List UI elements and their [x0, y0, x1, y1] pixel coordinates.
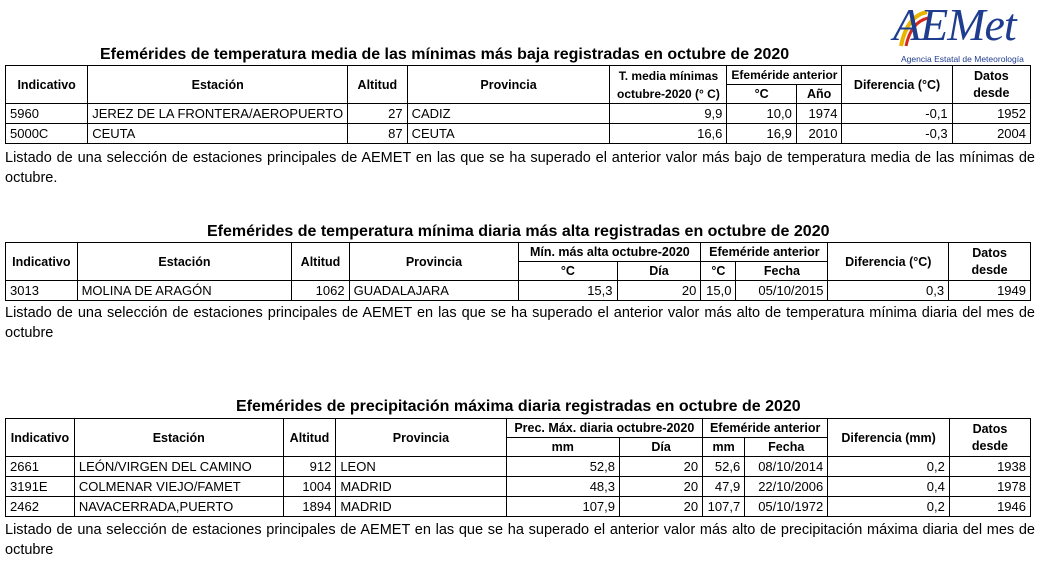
cell-efemeride-fecha: 08/10/2014	[745, 457, 828, 477]
header-efemeride-fecha: Fecha	[745, 438, 828, 457]
cell-indicativo: 3191E	[6, 477, 75, 497]
section-title-1: Efemérides de temperatura media de las mínimas más baja registradas en octubre de 2020	[100, 46, 790, 63]
cell-efemeride-valor: 16,9	[727, 124, 796, 144]
header-datos-desde: Datos desde	[952, 66, 1030, 104]
cell-altitud: 27	[348, 104, 407, 124]
table-temp-minima-alta	[5, 242, 1031, 301]
cell-provincia: LEON	[336, 457, 506, 477]
header-efemeride-c: °C	[701, 262, 736, 281]
cell-efemeride-valor: 15,0	[701, 281, 736, 301]
table-temp-media-minimas	[5, 65, 1031, 144]
cell-valor: 48,3	[506, 477, 619, 497]
cell-datos-desde: 1978	[949, 477, 1030, 497]
logo-word: AEMet	[893, 0, 1016, 50]
cell-indicativo: 5960	[6, 104, 88, 124]
cell-valor: 107,9	[506, 497, 619, 517]
section-title-2: Efemérides de temperatura mínima diaria más alta registradas en octubre de 2020	[207, 223, 830, 240]
cell-altitud: 912	[283, 457, 336, 477]
cell-efemeride-ano: 1974	[796, 104, 842, 124]
cell-datos-desde: 1946	[949, 497, 1030, 517]
cell-efemeride-valor: 47,9	[703, 477, 745, 497]
cell-datos-desde: 1949	[949, 281, 1031, 301]
cell-indicativo: 2462	[6, 497, 75, 517]
cell-dia: 20	[620, 457, 703, 477]
cell-valor: 52,8	[506, 457, 619, 477]
cell-valor: 16,6	[610, 124, 727, 144]
cell-dia: 20	[620, 497, 703, 517]
header-altitud: Altitud	[283, 419, 336, 457]
cell-datos-desde: 2004	[952, 124, 1030, 144]
cell-datos-desde: 1938	[949, 457, 1030, 477]
aemet-logo	[893, 2, 1039, 66]
cell-diferencia: -0,1	[842, 104, 952, 124]
cell-valor: 15,3	[519, 281, 617, 301]
header-provincia: Provincia	[336, 419, 506, 457]
cell-indicativo: 2661	[6, 457, 75, 477]
cell-indicativo: 3013	[6, 281, 78, 301]
header-min-alta-dia: Día	[617, 262, 701, 281]
header-provincia: Provincia	[349, 243, 519, 281]
logo-subtitle: Agencia Estatal de Meteorología	[901, 54, 1024, 64]
header-altitud: Altitud	[348, 66, 407, 104]
table-row	[6, 477, 1031, 497]
cell-indicativo: 5000C	[6, 124, 88, 144]
cell-provincia: GUADALAJARA	[349, 281, 519, 301]
cell-estacion: COLMENAR VIEJO/FAMET	[74, 477, 283, 497]
cell-provincia: CADIZ	[407, 104, 610, 124]
header-provincia: Provincia	[407, 66, 610, 104]
cell-altitud: 1004	[283, 477, 336, 497]
table-row	[6, 457, 1031, 477]
header-efemeride: Efeméride anterior	[701, 243, 828, 262]
header-altitud: Altitud	[292, 243, 349, 281]
cell-diferencia: -0,3	[842, 124, 952, 144]
header-efemeride-ano: Año	[796, 85, 842, 104]
cell-diferencia: 0,3	[828, 281, 949, 301]
header-efemeride-mm: mm	[703, 438, 745, 457]
cell-provincia: MADRID	[336, 497, 506, 517]
header-efemeride-fecha: Fecha	[736, 262, 828, 281]
table-precipitacion-maxima	[5, 418, 1031, 517]
cell-provincia: CEUTA	[407, 124, 610, 144]
cell-estacion: LEÓN/VIRGEN DEL CAMINO	[74, 457, 283, 477]
cell-efemeride-valor: 107,7	[703, 497, 745, 517]
cell-provincia: MADRID	[336, 477, 506, 497]
cell-altitud: 1894	[283, 497, 336, 517]
header-min-alta: Mín. más alta octubre-2020	[519, 243, 701, 262]
note-2: Listado de una selección de estaciones principales de AEMET en las que se ha superado el anterior valor más alto de temperatura mínima diaria del mes de octubre	[5, 305, 1035, 341]
header-indicativo: Indicativo	[6, 419, 75, 457]
header-diferencia: Diferencia (°C)	[842, 66, 952, 104]
cell-altitud: 87	[348, 124, 407, 144]
header-prec-mm: mm	[506, 438, 619, 457]
table-row	[6, 124, 1031, 144]
cell-diferencia: 0,4	[828, 477, 950, 497]
header-prec-max: Prec. Máx. diaria octubre-2020	[506, 419, 703, 438]
note-1: Listado de una selección de estaciones principales de AEMET en las que se ha superado el anterior valor más bajo de temperatura media de las mínimas de octubre.	[5, 150, 1035, 186]
cell-dia: 20	[620, 477, 703, 497]
table-row	[6, 281, 1031, 301]
cell-efemeride-ano: 2010	[796, 124, 842, 144]
header-efemeride-c: °C	[727, 85, 796, 104]
table-row	[6, 104, 1031, 124]
cell-efemeride-fecha: 22/10/2006	[745, 477, 828, 497]
header-diferencia: Diferencia (°C)	[828, 243, 949, 281]
cell-datos-desde: 1952	[952, 104, 1030, 124]
header-efemeride: Efeméride anterior	[703, 419, 828, 438]
header-efemeride: Efeméride anterior	[727, 66, 842, 85]
cell-altitud: 1062	[292, 281, 349, 301]
table-row	[6, 497, 1031, 517]
cell-estacion: CEUTA	[88, 124, 348, 144]
cell-efemeride-fecha: 05/10/2015	[736, 281, 828, 301]
header-t-media: T. media mínimas octubre-2020 (° C)	[610, 66, 727, 104]
header-prec-dia: Día	[620, 438, 703, 457]
cell-efemeride-valor: 10,0	[727, 104, 796, 124]
cell-efemeride-fecha: 05/10/1972	[745, 497, 828, 517]
header-datos-desde: Datos desde	[949, 243, 1031, 281]
header-estacion: Estación	[77, 243, 292, 281]
cell-estacion: JEREZ DE LA FRONTERA/AEROPUERTO	[88, 104, 348, 124]
section-title-3: Efemérides de precipitación máxima diaria registradas en octubre de 2020	[236, 398, 801, 415]
header-diferencia: Diferencia (mm)	[828, 419, 950, 457]
header-indicativo: Indicativo	[6, 243, 78, 281]
cell-diferencia: 0,2	[828, 497, 950, 517]
header-min-alta-c: °C	[519, 262, 617, 281]
header-indicativo: Indicativo	[6, 66, 88, 104]
cell-dia: 20	[617, 281, 701, 301]
header-datos-desde: Datos desde	[949, 419, 1030, 457]
cell-efemeride-valor: 52,6	[703, 457, 745, 477]
cell-valor: 9,9	[610, 104, 727, 124]
header-estacion: Estación	[74, 419, 283, 457]
cell-estacion: NAVACERRADA,PUERTO	[74, 497, 283, 517]
cell-diferencia: 0,2	[828, 457, 950, 477]
note-3: Listado de una selección de estaciones principales de AEMET en las que se ha superado el anterior valor más alto de precipitación máxima diaria del mes de octubre	[5, 522, 1035, 558]
cell-estacion: MOLINA DE ARAGÓN	[77, 281, 292, 301]
header-estacion: Estación	[88, 66, 348, 104]
